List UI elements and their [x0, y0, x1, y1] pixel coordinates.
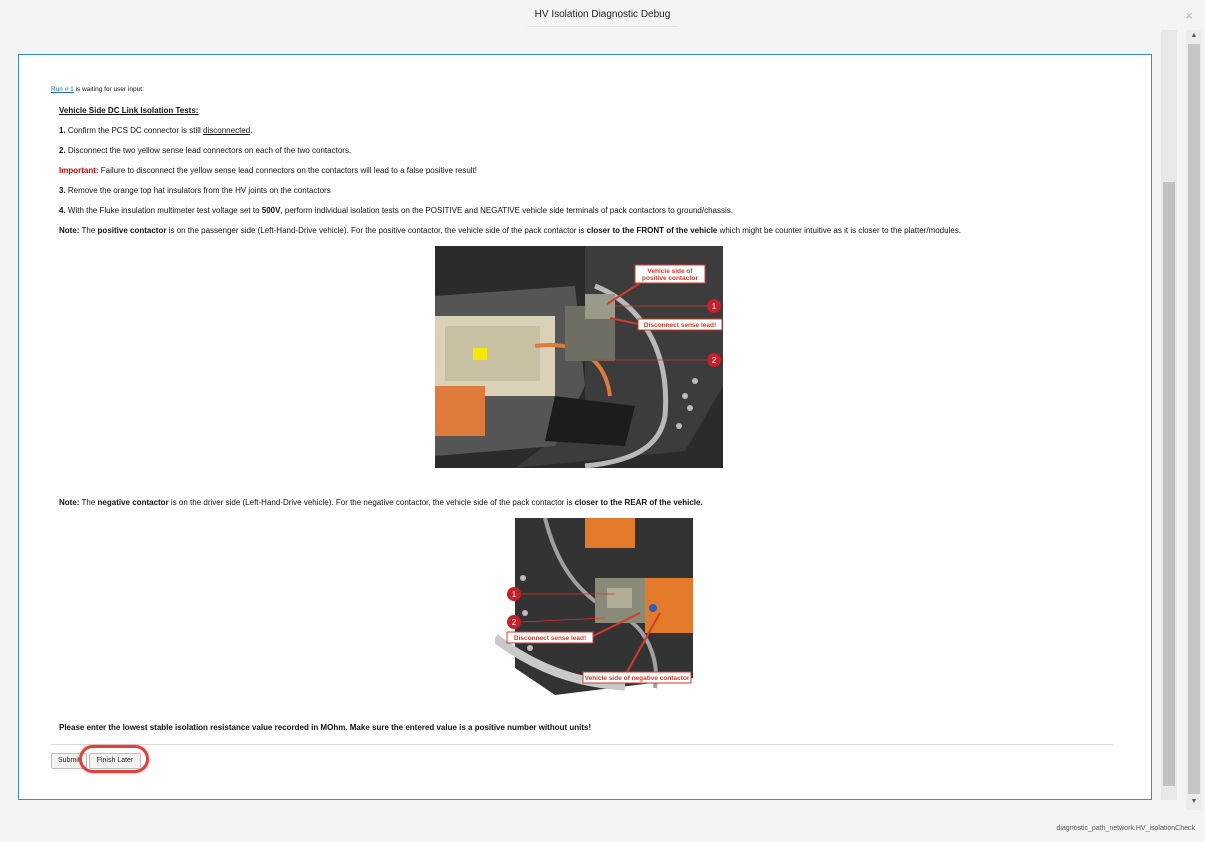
dialog-title-bar: [0, 9, 1205, 27]
submit-button[interactable]: Submit: [51, 753, 87, 769]
note-positive: [59, 226, 961, 236]
positive-contactor-photo: [435, 246, 723, 468]
scroll-down-icon[interactable]: ▼: [1190, 798, 1198, 805]
note-positive-bold-1: positive contactor: [97, 226, 167, 235]
callout-vehicle-side-line2: positive contactor: [642, 275, 698, 282]
note-positive-bold-2: closer to the FRONT of the vehicle: [586, 226, 718, 235]
step-4-voltage: 500V: [261, 206, 281, 215]
important-warning: [59, 166, 477, 176]
callout-vehicle-side-negative: Vehicle side of negative contactor: [584, 675, 690, 682]
callout-disconnect: Disconnect sense lead!: [643, 322, 717, 329]
marker-1: 1: [711, 302, 717, 311]
marker-1-negative: 1: [511, 590, 517, 599]
step-1-number: 1.: [59, 126, 66, 135]
step-1-emphasis: disconnected: [203, 126, 251, 135]
step-4-number: 4.: [59, 206, 66, 215]
note-negative-bold-2: closer to the REAR of the vehicle.: [574, 498, 703, 507]
resistance-prompt: Please enter the lowest stable isolation resistance value recorded in MOhm. Make sure the entered value is a positive number without units!: [59, 723, 592, 732]
step-1: [59, 126, 252, 136]
run-status: [51, 86, 144, 93]
run-link[interactable]: Run # 1: [51, 86, 74, 93]
step-2-number: 2.: [59, 146, 66, 155]
close-icon[interactable]: ×: [1185, 8, 1193, 23]
step-1-end: .: [250, 126, 253, 135]
negative-contactor-photo: [495, 518, 693, 695]
divider: [51, 744, 1113, 745]
note-positive-text-b: is on the passenger side (Left-Hand-Drive vehicle). For the positive contactor, the vehicle side of the pack contactor is: [166, 226, 587, 235]
outer-scrollbar-thumb[interactable]: [1188, 44, 1200, 794]
dialog-title: HV Isolation Diagnostic Debug: [527, 9, 679, 27]
note-positive-text-a: The: [79, 226, 98, 235]
step-3-text: Remove the orange top hat insulators from the HV joints on the contactors: [65, 186, 331, 195]
section-heading: Vehicle Side DC Link Isolation Tests:: [59, 106, 199, 115]
scroll-up-icon[interactable]: ▲: [1190, 32, 1198, 39]
note-negative: [59, 498, 703, 508]
note-negative-label: Note:: [59, 498, 80, 507]
step-3-number: 3.: [59, 186, 66, 195]
note-positive-text-c: which might be counter intuitive as it is closer to the platter/modules.: [717, 226, 962, 235]
callout-disconnect-negative: Disconnect sense lead!: [513, 635, 587, 642]
inner-scrollbar[interactable]: [1161, 30, 1177, 800]
marker-2: 2: [711, 356, 717, 365]
finish-later-button[interactable]: Finish Later: [89, 753, 141, 769]
note-negative-text-b: is on the driver side (Left-Hand-Drive vehicle). For the negative contactor, the vehicle side of the pack contactor is: [168, 498, 575, 507]
negative-contactor-illustration: [495, 518, 693, 695]
step-2: [59, 146, 351, 156]
step-3: [59, 186, 331, 196]
outer-scrollbar[interactable]: [1186, 30, 1202, 810]
step-2-text: Disconnect the two yellow sense lead connectors on each of the two contactors.: [65, 146, 352, 155]
callout-vehicle-side-line1: Vehicle side of: [647, 268, 693, 275]
important-text: Failure to disconnect the yellow sense lead connectors on the contactors will lead to a false positive result!: [98, 166, 477, 175]
note-negative-bold-1: negative contactor: [97, 498, 169, 507]
run-status-text: is waiting for user input:: [73, 86, 144, 93]
step-4-text-a: With the Fluke insulation multimeter test voltage set to: [65, 206, 262, 215]
step-4: [59, 206, 733, 216]
step-1-text: Confirm the PCS DC connector is still: [65, 126, 204, 135]
footer-path: diagnostic_path_network.HV_isolationCheck: [1056, 825, 1195, 832]
marker-2-negative: 2: [511, 618, 517, 627]
inner-scrollbar-thumb[interactable]: [1163, 182, 1175, 786]
note-negative-text-a: The: [79, 498, 98, 507]
instruction-panel: [18, 54, 1152, 800]
important-label: Important:: [59, 166, 99, 175]
note-positive-label: Note:: [59, 226, 80, 235]
step-4-text-b: , perform individual isolation tests on the POSITIVE and NEGATIVE vehicle side terminals of pack contactors to ground/chassis.: [280, 206, 733, 215]
positive-contactor-illustration: [435, 246, 723, 468]
